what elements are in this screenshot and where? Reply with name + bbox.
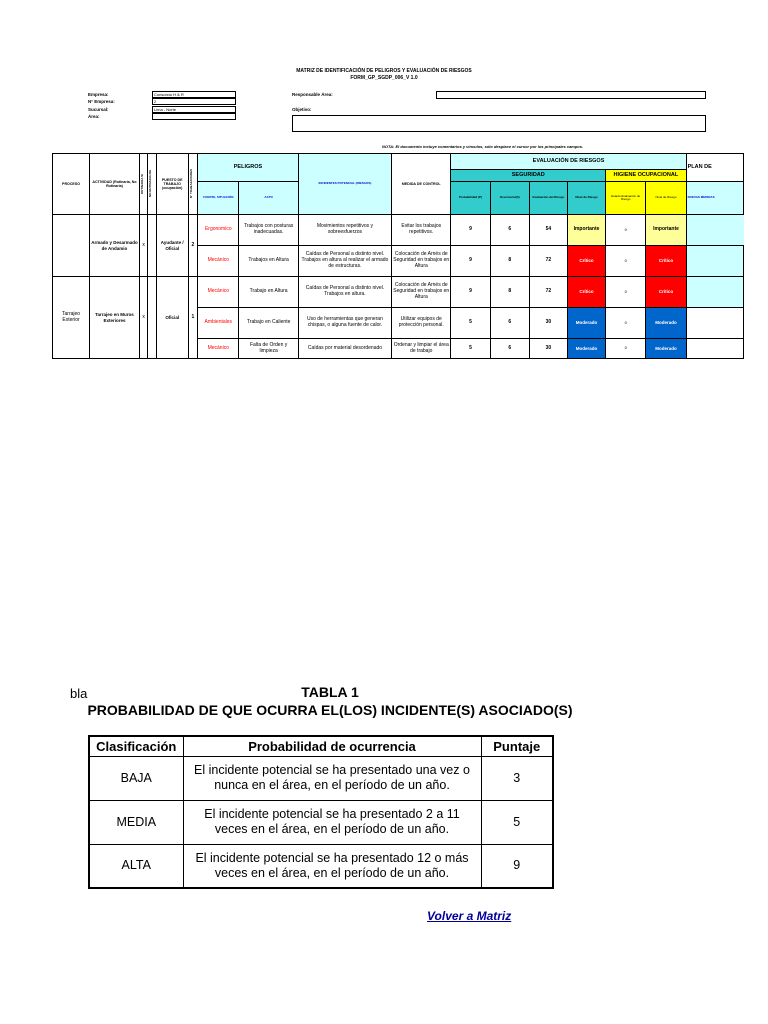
p-cell: 9: [451, 246, 490, 277]
proceso-cell: Tarrajeo Exterior: [53, 277, 90, 359]
header-seguridad: SEGURIDAD: [451, 170, 606, 182]
clasificacion-cell: MEDIA: [89, 800, 183, 844]
nivel-cell: Moderado: [567, 308, 605, 339]
risk-matrix: [52, 153, 715, 360]
fuente-cell: Mecánico: [198, 277, 239, 308]
descripcion-cell: El incidente potencial se ha presentado 12 o más veces en el área, en el período de un año.: [183, 844, 481, 888]
header-higiene: HIGIENE OCUPACIONAL: [606, 170, 687, 182]
nivel-cell: Crítico: [567, 246, 605, 277]
header-incidentes: INCIDENTES POTENCIAL (RIESGOS): [298, 154, 391, 215]
puntaje-cell: 5: [481, 800, 553, 844]
objetivo-label: Objetivo:: [292, 107, 312, 112]
puntaje-cell: 3: [481, 756, 553, 800]
area-field[interactable]: [152, 113, 236, 120]
table1-title: TABLA 1: [301, 684, 359, 700]
nivel-cell: Crítico: [567, 277, 605, 308]
num-empresa-field[interactable]: 2: [152, 98, 236, 105]
rutinaria-mark: x: [139, 277, 147, 359]
header-proceso: PROCESO: [53, 154, 90, 215]
header-actividad: ACTIVIDAD (Rutinaria, No Rutinaria): [90, 154, 140, 215]
fuente-cell: Ambientales: [198, 308, 239, 339]
nivel-ho-cell: Importante: [646, 215, 686, 246]
col-probabilidad: Probabilidad de ocurrencia: [183, 736, 481, 756]
table-row: [89, 844, 553, 888]
p-cell: 5: [451, 339, 490, 359]
rutinaria-mark: x: [139, 215, 147, 277]
acto-cell: Trabajos en Altura: [239, 246, 298, 277]
header-no-rutinaria: NO RUTINARIA NO: [148, 170, 153, 198]
col-clasificacion: Clasificación: [89, 736, 183, 756]
s-cell: 8: [490, 277, 529, 308]
medida-cell: Utilizar equipos de protección personal.: [392, 308, 451, 339]
header-ocurrencia: Ocurrencia(S): [490, 182, 529, 215]
actividad-cell: Tarrajeo en Muros Exteriores: [90, 277, 140, 359]
s-cell: 8: [490, 246, 529, 277]
descripcion-cell: El incidente potencial se ha presentado una vez o nunca en el área, en el período de un año.: [183, 756, 481, 800]
header-evaluacion: EVALUACIÓN DE RIESGOS: [451, 154, 686, 170]
acto-cell: Trabajo en Caliente: [239, 308, 298, 339]
responsable-label: Responsable Área:: [292, 92, 333, 97]
trabajadores-cell: 1: [188, 277, 198, 359]
incidente-cell: Caídas por material desordenado: [298, 339, 391, 359]
puesto-cell: Ayudante / Oficial: [156, 215, 188, 277]
sucursal-label: Sucursal:: [88, 107, 109, 112]
clasificacion-cell: ALTA: [89, 844, 183, 888]
table-row: [89, 756, 553, 800]
header-rutinaria: RUTINARIA SI: [139, 173, 144, 195]
incidente-cell: Caídas de Personal a distinto nivel. Trabajos en altura al realizar el armado de estructuras.: [298, 246, 391, 277]
acto-cell: Falta de Orden y limpieza: [239, 339, 298, 359]
volver-a-matriz-link[interactable]: Volver a Matriz: [427, 909, 512, 923]
header-medida: MEDIDA DE CONTROL: [392, 154, 451, 215]
medida-cell: Colocación de Arnés de Seguridad en trabajos en Altura: [392, 277, 451, 308]
header-acto: ACTO: [239, 182, 298, 215]
acto-cell: Trabajo en Altura: [239, 277, 298, 308]
header-estado-eval: Estado Evaluación de Riesgo: [606, 182, 646, 215]
header-eval-riesgo: Evaluación del Riesgo: [529, 182, 567, 215]
nivel-ho-cell: Moderado: [646, 308, 686, 339]
fuente-cell: Mecánico: [198, 339, 239, 359]
header-puesto: PUESTO DE TRABAJO (ocupación): [156, 154, 188, 215]
s-cell: 6: [490, 215, 529, 246]
estado-cell: 0: [606, 277, 646, 308]
puesto-cell: Oficial: [156, 277, 188, 359]
nivel-ho-cell: Crítico: [646, 277, 686, 308]
header-nivel-riesgo: Nivel de Riesgo: [567, 182, 605, 215]
puntaje-cell: 9: [481, 844, 553, 888]
responsable-field[interactable]: [436, 91, 706, 99]
clasificacion-cell: BAJA: [89, 756, 183, 800]
form-code: FORM_GP_SGDP_006_V 1.0: [350, 75, 418, 81]
num-empresa-label: N° Empresa:: [88, 99, 115, 104]
table1-subtitle: PROBABILIDAD DE QUE OCURRA EL(LOS) INCIDENTE(S) ASOCIADO(S): [87, 702, 573, 718]
table-row: [89, 800, 553, 844]
descripcion-cell: El incidente potencial se ha presentado 2 a 11 veces en el área, en el período de un año.: [183, 800, 481, 844]
eval-cell: 72: [529, 277, 567, 308]
actividad-cell: Armado y Desarmado de Andamio: [90, 215, 140, 277]
estado-cell: 0: [606, 215, 646, 246]
header-nuevas-medidas: NUEVAS MEDIDAS: [686, 182, 743, 215]
p-cell: 9: [451, 277, 490, 308]
fuente-cell: Mecánico: [198, 246, 239, 277]
table1-prefix: bla: [70, 686, 88, 701]
header-fuente: FUENTE, SITUACIÓN: [198, 182, 239, 215]
header-plan: PLAN DE: [686, 154, 743, 182]
proceso-cell-1: [53, 215, 90, 277]
nivel-cell: Importante: [567, 215, 605, 246]
s-cell: 6: [490, 339, 529, 359]
col-puntaje: Puntaje: [481, 736, 553, 756]
estado-cell: 0: [606, 339, 646, 359]
eval-cell: 30: [529, 308, 567, 339]
eval-cell: 30: [529, 339, 567, 359]
fuente-cell: Ergonomico: [198, 215, 239, 246]
matrix-title: MATRIZ DE IDENTIFICACIÓN DE PELIGROS Y EVALUACIÓN DE RIESGOS: [296, 68, 472, 74]
header-trabajadores: N° TRABAJADORES: [188, 169, 193, 199]
header-probabilidad: Probabilidad (P): [451, 182, 490, 215]
incidente-cell: Movimientos repetitivos y sobreesfuerzos: [298, 215, 391, 246]
eval-cell: 54: [529, 215, 567, 246]
nivel-cell: Moderado: [567, 339, 605, 359]
incidente-cell: Uso de herramientas que generan chispas, o alguna fuente de calor.: [298, 308, 391, 339]
nivel-ho-cell: Crítico: [646, 246, 686, 277]
incidente-cell: Caídas de Personal a distinto nivel. Trabajos en altura.: [298, 277, 391, 308]
nivel-ho-cell: Moderado: [646, 339, 686, 359]
eval-cell: 72: [529, 246, 567, 277]
estado-cell: 0: [606, 308, 646, 339]
header-peligros: PELIGROS: [198, 154, 299, 182]
medida-cell: Ordenar y limpiar el área de trabajo: [392, 339, 451, 359]
medida-cell: Colocación de Arnés de Seguridad en trabajos en Altura: [392, 246, 451, 277]
probability-table: [88, 735, 554, 889]
objetivo-field[interactable]: [292, 115, 706, 132]
p-cell: 9: [451, 215, 490, 246]
trabajadores-cell: 2: [188, 215, 198, 277]
empresa-field[interactable]: Consorcio H & R: [152, 91, 236, 98]
medida-cell: Evitar los trabajos repetitivos.: [392, 215, 451, 246]
sucursal-field[interactable]: Lima - Norte: [152, 106, 236, 113]
acto-cell: Trabajos con posturas inadecuadas.: [239, 215, 298, 246]
nota: NOTA: El documento incluye comentarios y vínculos, sólo desplace el cursor por los principales campos.: [382, 144, 584, 149]
header-nivel-riesgo-ho: Nivel de Riesgo: [646, 182, 686, 215]
p-cell: 5: [451, 308, 490, 339]
estado-cell: 0: [606, 246, 646, 277]
s-cell: 6: [490, 308, 529, 339]
area-label: Área:: [88, 114, 100, 119]
empresa-label: Empresa:: [88, 92, 109, 97]
